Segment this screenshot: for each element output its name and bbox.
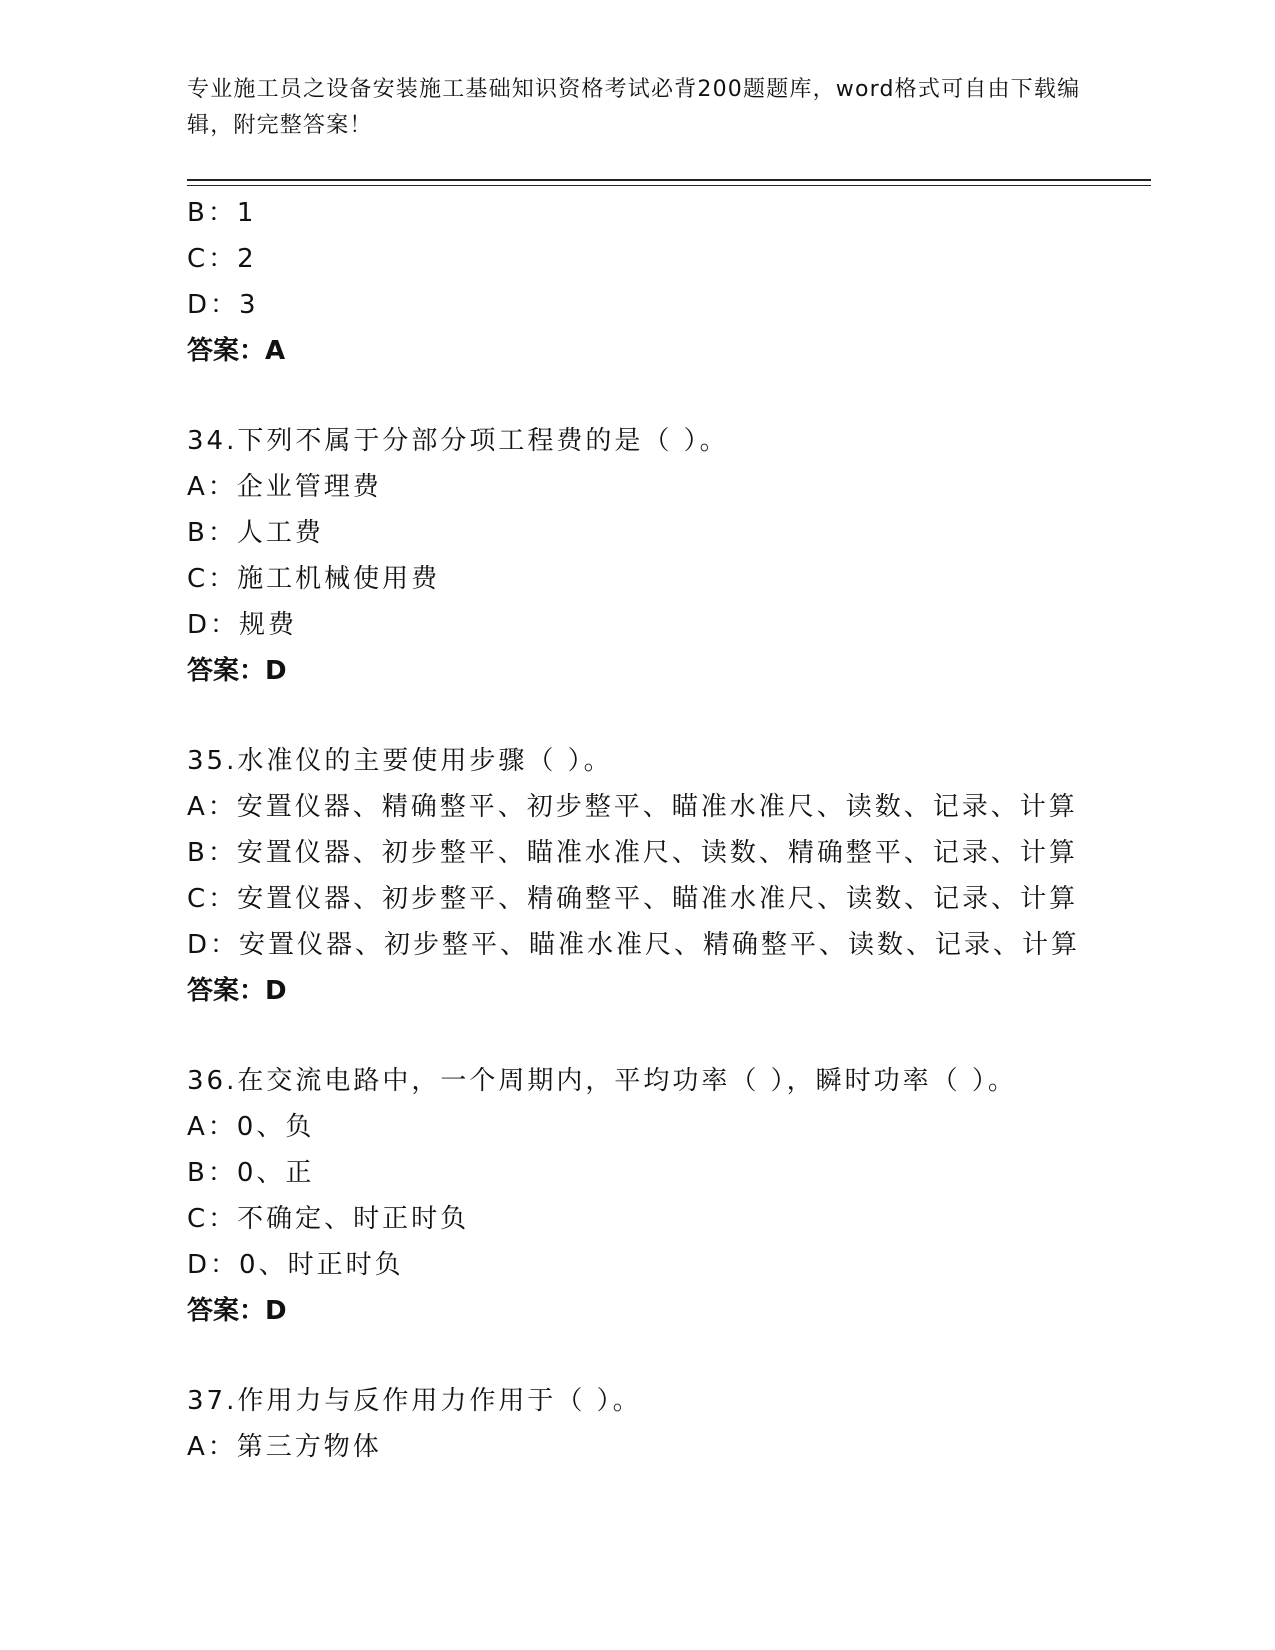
option-d: D：规费: [187, 610, 298, 640]
option-a: A：0、负: [187, 1112, 315, 1142]
option-b: B：安置仪器、初步整平、瞄准水准尺、读数、精确整平、记录、计算: [187, 838, 1078, 868]
option-d: D：3: [187, 290, 259, 320]
question-gap: [187, 1014, 1151, 1058]
option-b: B：0、正: [187, 1158, 315, 1188]
question-gap: [187, 374, 1151, 418]
question-gap: [187, 694, 1151, 738]
answer: 答案：D: [187, 656, 287, 686]
option-d: D：安置仪器、初步整平、瞄准水准尺、精确整平、读数、记录、计算: [187, 930, 1081, 960]
option-d: D：0、时正时负: [187, 1250, 404, 1280]
answer: 答案：A: [187, 336, 286, 366]
answer: 答案：D: [187, 1296, 287, 1326]
question-stem: 34.下列不属于分部分项工程费的是（ ）。: [187, 426, 729, 456]
option-b: B：人工费: [187, 518, 324, 548]
option-c: C：安置仪器、初步整平、精确整平、瞄准水准尺、读数、记录、计算: [187, 884, 1079, 914]
question-34: [187, 418, 1151, 694]
header-divider-thick: [187, 179, 1151, 181]
question-35: [187, 738, 1151, 1014]
question-gap: [187, 1334, 1151, 1378]
option-c: C：施工机械使用费: [187, 564, 441, 594]
question-stem: 36.在交流电路中，一个周期内，平均功率（ ），瞬时功率（ ）。: [187, 1066, 1017, 1096]
answer: 答案：D: [187, 976, 287, 1006]
question-37: [187, 1378, 1151, 1470]
header-divider-thin: [187, 185, 1151, 186]
option-a: A：企业管理费: [187, 472, 382, 502]
question-content: [187, 190, 1151, 1470]
option-c: C：不确定、时正时负: [187, 1204, 470, 1234]
option-c: C：2: [187, 244, 257, 274]
question-36: [187, 1058, 1151, 1334]
option-a: A：第三方物体: [187, 1432, 382, 1462]
option-a: A：安置仪器、精确整平、初步整平、瞄准水准尺、读数、记录、计算: [187, 792, 1078, 822]
option-b: B：1: [187, 198, 257, 228]
question-33-fragment: [187, 190, 1151, 374]
question-stem: 37.作用力与反作用力作用于（ ）。: [187, 1386, 642, 1416]
question-stem: 35.水准仪的主要使用步骤（ ）。: [187, 746, 613, 776]
document-header: 专业施工员之设备安装施工基础知识资格考试必背200题题库，word格式可自由下载编辑，附完整答案！: [187, 77, 1081, 138]
